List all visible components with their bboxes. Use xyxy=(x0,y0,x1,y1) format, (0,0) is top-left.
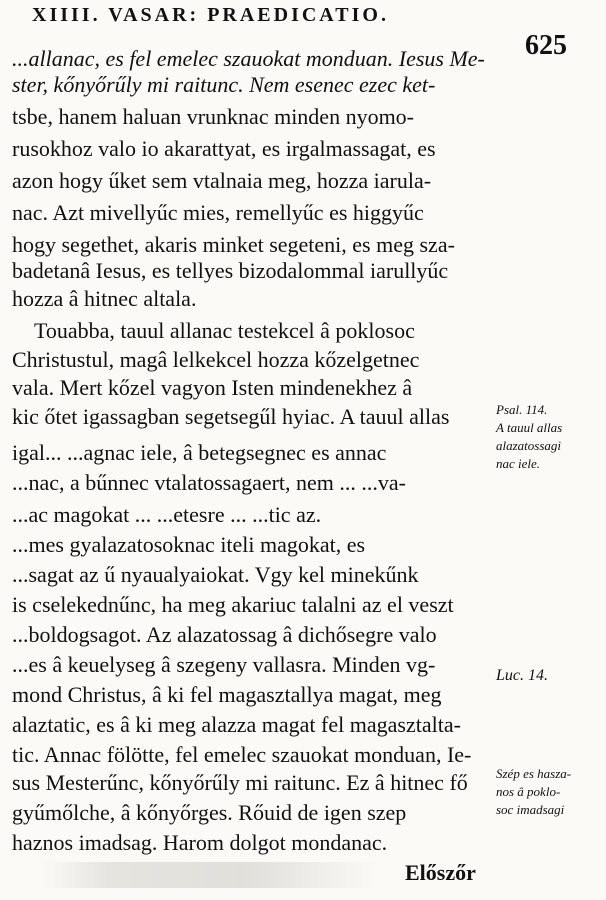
text-line: ...ac magokat ... ...etesre ... ...tic az. xyxy=(12,502,322,527)
faded-print-smudge xyxy=(40,862,380,888)
text-line: ...boldogsagot. Az alazatossag â dichősegre valo xyxy=(12,622,437,647)
text-line: alaztatic, es â ki meg alazza magat fel magasztalta- xyxy=(12,712,461,737)
text-line: hozza â hitnec altala. xyxy=(12,286,197,311)
margin-note-line: nos â poklo- xyxy=(496,784,561,799)
catchword: Előszőr xyxy=(405,860,476,885)
text-line: ...nac, a bűnnec vtalatossagaert, nem ... ...va- xyxy=(12,470,407,495)
text-line: Touabba, tauul allanac testekcel â poklosoc xyxy=(34,318,415,343)
text-line: rusokhoz valo io akarattyat, es irgalmassagat, es xyxy=(12,136,436,161)
text-line: mond Christus, â ki fel magasztallya magat, meg xyxy=(12,682,442,707)
text-line: sus Mesterűnc, kőnyőrűly mi raitunc. Ez â hitnec fő xyxy=(12,770,468,795)
margin-note-line: soc imadsagi xyxy=(496,802,565,817)
text-line: ...mes gyalazatosoknac iteli magokat, es xyxy=(12,532,366,557)
text-line: nac. Azt mivellyűc mies, remellyűc es higgyűc xyxy=(12,200,424,225)
text-line: is cselekednűnc, ha meg akariuc talalni az el veszt xyxy=(12,592,454,617)
text-line: kic őtet igassagban segetsegűl hyiac. A tauul allas xyxy=(12,404,450,429)
text-line: badetanâ Iesus, es tellyes bizodalommal iarullyűc xyxy=(12,258,449,283)
text-line: igal... ...agnac iele, â betegsegnec es annac xyxy=(12,440,387,465)
margin-note-line: Szép es hasza- xyxy=(496,766,572,781)
text-line: azon hogy űket sem vtalnaia meg, hozza iarula- xyxy=(12,168,432,193)
page-number: 625 xyxy=(525,30,567,61)
running-head: XIIII. VASAR: PRAEDICATIO. xyxy=(32,4,389,26)
text-line: haznos imadsag. Harom dolgot mondanac. xyxy=(12,830,388,855)
text-line: tic. Annac fölötte, fel emelec szauokat monduan, Ie- xyxy=(12,742,472,767)
margin-note-line: Psal. 114. xyxy=(496,402,548,417)
margin-note-line: nac iele. xyxy=(496,456,541,471)
text-line: vala. Mert kőzel vagyon Isten mindenekhez â xyxy=(12,375,413,400)
margin-note-luke: Luc. 14. xyxy=(496,667,548,684)
text-line: ster, kőnyőrűly mi raitunc. Nem esenec ezec ket- xyxy=(12,72,436,97)
text-line: ...es â keuelyseg â szegeny vallasra. Minden vg- xyxy=(12,652,436,677)
text-line: gyűmőlche, â kőnyőrges. Rőuid de igen szep xyxy=(12,800,407,825)
text-line: tsbe, hanem haluan vrunknac minden nyomo- xyxy=(12,104,415,129)
text-line: hogy segethet, akaris minket segeteni, es meg sza- xyxy=(12,232,455,257)
margin-note-line: alazatossagi xyxy=(496,438,562,453)
text-line: ...allanac, es fel emelec szauokat monduan. Iesus Me- xyxy=(12,46,485,71)
text-line: Christustul, magâ lelkekcel hozza kőzelgetnec xyxy=(12,347,420,372)
text-line: ...sagat az ű nyaualyaiokat. Vgy kel minekűnk xyxy=(12,562,419,587)
margin-note-line: A tauul allas xyxy=(496,420,563,435)
